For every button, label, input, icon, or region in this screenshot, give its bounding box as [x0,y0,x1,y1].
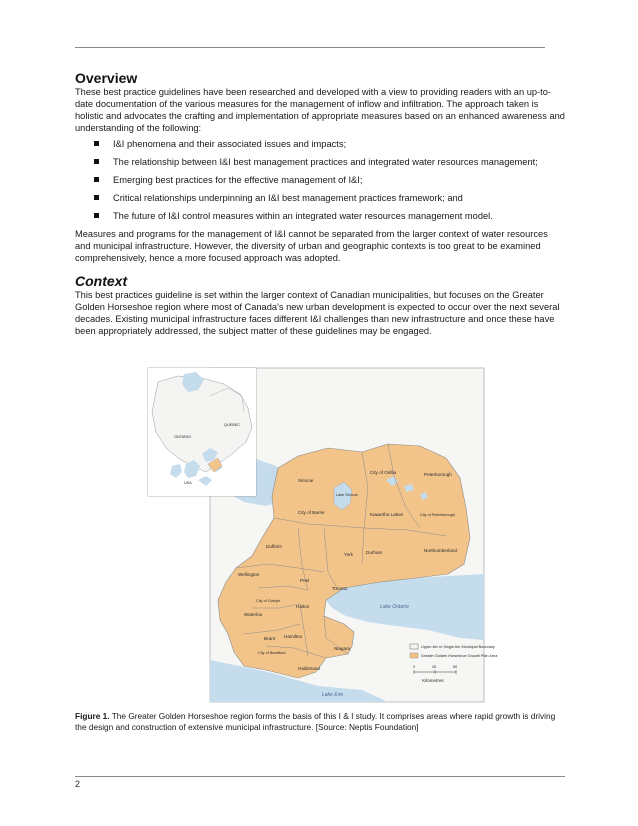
label-niagara: Niagara [334,646,351,651]
label-haldimand: Haldimand [298,666,320,671]
label-peel: Peel [300,578,310,583]
footer-rule [75,776,565,777]
label-wellington: Wellington [238,572,260,577]
context-heading: Context [75,273,128,289]
legend-item-growth-area: Greater Golden Horseshoe Growth Plan Area [421,654,498,658]
figure-caption [75,711,565,733]
label-barrie: City of Barrie [298,510,325,515]
list-item: The relationship between I&I best management practices and integrated water resources management; [113,156,565,168]
label-simcoe: Simcoe [298,478,314,483]
list-item: Emerging best practices for the effective management of I&I; [113,174,565,186]
label-dufferin: Dufferin [266,544,283,549]
label-kawartha: Kawartha Lakes [370,512,403,517]
inset-label-quebec: QUEBEC [224,423,241,427]
label-lake-erie: Lake Erie [322,692,344,698]
label-york: York [344,552,354,557]
label-city-peterborough: City of Peterborough [420,513,455,517]
scale-unit: Kilometres [422,678,444,683]
inset-locator-map [148,368,256,496]
figure-caption-text: The Greater Golden Horseshoe region forms the basis of this I & I study. It comprises areas where rapid growth is driving the design and construction of extensive municipal infrastructure. [Source: Neptis Foundation] [75,711,556,732]
label-toronto: Toronto [332,586,348,591]
overview-closing: Measures and programs for the management of I&I cannot be separated from the larger context of water resources and municipal infrastructure. However, the diversity of urban and geographic contexts is too great to be examined comprehensively, hence a more focused approach was adopted. [75,229,548,263]
label-halton: Halton [296,604,310,609]
header-rule [75,47,545,48]
list-item: The future of I&I control measures within an integrated water resources management model. [113,210,565,222]
label-brantford: City of Brantford [258,651,286,655]
label-northumberland: Northumberland [424,548,457,553]
page-content [75,70,565,337]
legend-item-boundary: Upper-tier or Single-tier Municipal Boundary [421,645,495,649]
label-durham: Durham [366,550,383,555]
list-item: I&I phenomena and their associated issues and impacts; [113,138,565,150]
scale-tick-25: 25 [432,665,437,669]
label-guelph: City of Guelph [256,599,281,603]
context-body: This best practices guideline is set within the larger context of Canadian municipalities, but focuses on the Greater Golden Horseshoe region where most of Canada's new urban development is expected to occur over the next several decades. Existing municipal infrastructure faces different I&I challenges than new infrastructure and once these have been appropriately addressed, the subject matter of these guidelines may be engaged. [75,290,560,336]
scale-tick-50: 50 [453,665,458,669]
scale-tick-0: 0 [413,665,416,669]
overview-bullet-list [75,138,565,222]
label-lake-simcoe: Lake Simcoe [336,493,358,497]
label-peterborough: Peterborough [424,472,452,477]
label-lake-ontario: Lake Ontario [380,604,409,610]
figure-label: Figure 1. [75,711,110,721]
page-number: 2 [75,779,81,789]
inset-label-ontario: ONTARIO [174,435,192,439]
ggh-region-map [148,368,498,702]
label-waterloo: Waterloo [244,612,263,617]
overview-heading: Overview [75,70,138,86]
label-orillia: City of Orillia [370,470,397,475]
overview-intro: These best practice guidelines have been researched and developed with a view to providing readers with an up-to-date documentation of the various measures for the management of inflow and infiltration. The approach taken is holistic and advocates the crafting and implementation of appropriate measures based on an enhanced awareness and understanding of the following: [75,87,565,133]
label-hamilton: Hamilton [284,634,303,639]
label-brant: Brant [264,636,275,641]
inset-label-usa: USA [184,481,192,485]
list-item: Critical relationships underpinning an I&I best management practices framework; and [113,192,565,204]
